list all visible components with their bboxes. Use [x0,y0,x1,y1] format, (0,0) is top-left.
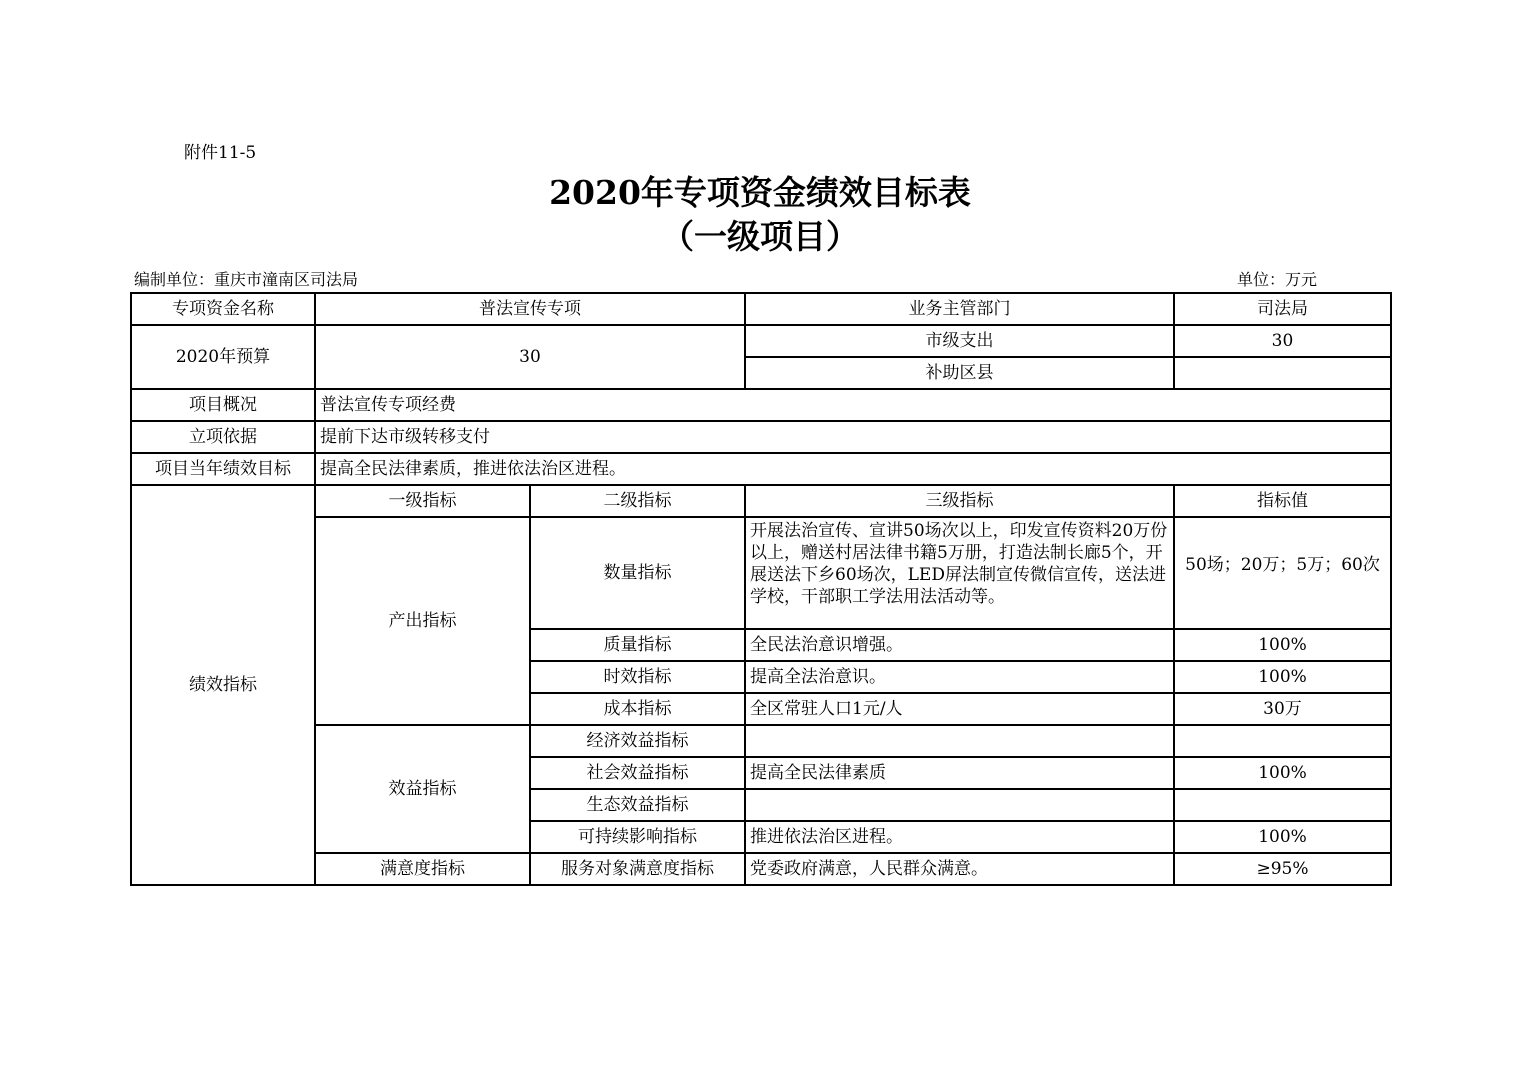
level3-cell: 全民法治意识增强。 [745,629,1174,661]
level2-cell: 服务对象满意度指标 [530,853,745,885]
table-row [131,325,1391,357]
basis-label: 立项依据 [131,421,315,453]
currency-unit: 单位：万元 [1237,270,1318,289]
table-row [131,293,1391,325]
value-cell: 100% [1174,629,1391,661]
level3-cell: 提高全法治意识。 [745,661,1174,693]
fund-name-value: 普法宣传专项 [315,293,745,325]
table-row [131,421,1391,453]
value-cell: 100% [1174,661,1391,693]
value-cell: 100% [1174,757,1391,789]
level2-cell: 经济效益指标 [530,725,745,757]
level2-cell: 质量指标 [530,629,745,661]
level3-cell: 党委政府满意，人民群众满意。 [745,853,1174,885]
value-cell [1174,789,1391,821]
satisfaction-indicator-label: 满意度指标 [315,853,530,885]
level2-cell: 社会效益指标 [530,757,745,789]
district-subsidy-label: 补助区县 [745,357,1174,389]
level3-cell [745,725,1174,757]
goal-value: 提高全民法律素质，推进依法治区进程。 [315,453,1391,485]
col-level2-header: 二级指标 [530,485,745,517]
output-indicator-label: 产出指标 [315,517,530,725]
page-title: 2020年专项资金绩效目标表 [549,173,971,212]
table-row [131,453,1391,485]
level2-cell: 可持续影响指标 [530,821,745,853]
value-cell: 50场；20万；5万；60次 [1174,517,1391,629]
city-exp-value: 30 [1174,325,1391,357]
table-row [131,517,1391,629]
level3-cell: 全区常驻人口1元/人 [745,693,1174,725]
overview-value: 普法宣传专项经费 [315,389,1391,421]
table-row [131,725,1391,757]
table-row [131,853,1391,885]
dept-label: 业务主管部门 [745,293,1174,325]
budget-value: 30 [315,325,745,389]
performance-table [130,292,1392,886]
level3-cell: 提高全民法律素质 [745,757,1174,789]
budget-label: 2020年预算 [131,325,315,389]
dept-value: 司法局 [1174,293,1391,325]
level2-cell: 时效指标 [530,661,745,693]
table-row [131,485,1391,517]
benefit-indicator-label: 效益指标 [315,725,530,853]
goal-label: 项目当年绩效目标 [131,453,315,485]
level3-cell: 开展法治宣传、宣讲50场次以上，印发宣传资料20万份以上，赠送村居法律书籍5万册，打造法制长廊5个，开展送法下乡60场次，LED屏法制宣传微信宣传，送法进学校，干部职工学法用法活动等。 [745,517,1174,629]
level3-cell [745,789,1174,821]
value-cell: 100% [1174,821,1391,853]
district-subsidy-value [1174,357,1391,389]
overview-label: 项目概况 [131,389,315,421]
fund-name-label: 专项资金名称 [131,293,315,325]
page-subtitle: （一级项目） [661,217,859,256]
value-cell [1174,725,1391,757]
indicators-section-label: 绩效指标 [131,485,315,885]
level2-cell: 生态效益指标 [530,789,745,821]
col-level1-header: 一级指标 [315,485,530,517]
col-value-header: 指标值 [1174,485,1391,517]
level2-cell: 数量指标 [530,517,745,629]
city-exp-label: 市级支出 [745,325,1174,357]
col-level3-header: 三级指标 [745,485,1174,517]
value-cell: ≥95% [1174,853,1391,885]
basis-value: 提前下达市级转移支付 [315,421,1391,453]
level3-cell: 推进依法治区进程。 [745,821,1174,853]
value-cell: 30万 [1174,693,1391,725]
table-row [131,389,1391,421]
level2-cell: 成本指标 [530,693,745,725]
attachment-label: 附件11-5 [184,143,257,163]
compiler-unit: 编制单位：重庆市潼南区司法局 [134,270,359,289]
